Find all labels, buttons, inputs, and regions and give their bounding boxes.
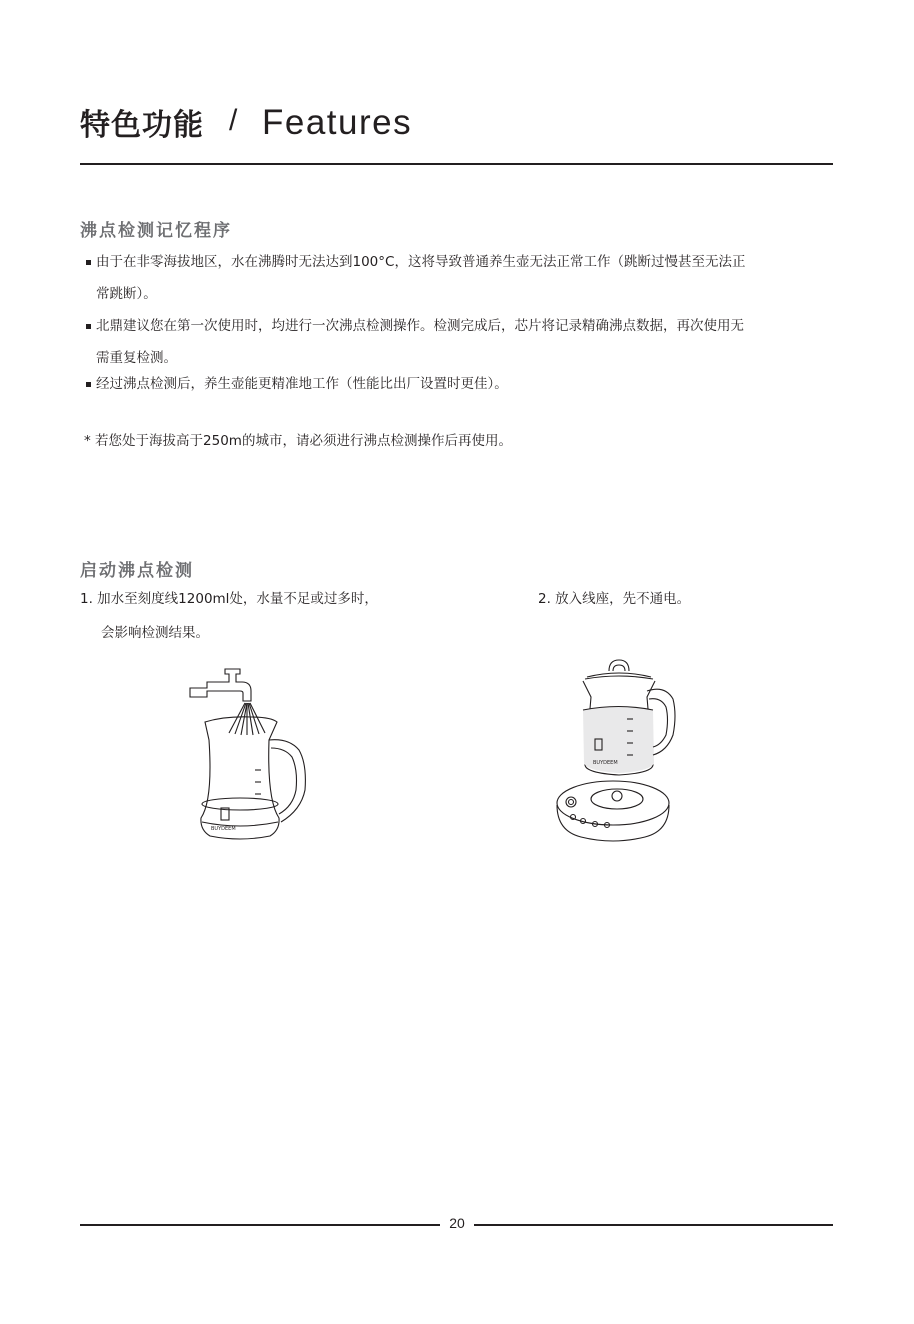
altitude-note: * 若您处于海拔高于250m的城市，请必须进行沸点检测操作后再使用。 (84, 433, 512, 449)
tap-icon (190, 669, 251, 701)
section-title-boiling-memory: 沸点检测记忆程序 (80, 221, 232, 241)
bullet-item (84, 368, 844, 400)
bullet-marker (86, 324, 91, 329)
bullet-marker (86, 260, 91, 265)
bullet-text-line: 经过沸点检测后，养生壶能更精准地工作（性能比出厂设置时更佳）。 (96, 376, 508, 392)
kettle-on-base-illustration (553, 655, 678, 850)
step-2-line1: 2. 放入线座，先不通电。 (538, 591, 691, 607)
kettle-filling-illustration (185, 660, 315, 845)
page-title-en: Features (262, 103, 413, 142)
bullet-text-line: 常跳断）。 (96, 286, 157, 302)
bullet-marker (86, 382, 91, 387)
bullet-item (84, 246, 844, 310)
step-1-line1: 1. 加水至刻度线1200ml处，水量不足或过多时， (80, 591, 378, 607)
page-number: 20 (449, 1215, 465, 1231)
bullet-text-line: 由于在非零海拔地区，水在沸腾时无法达到100°C，这将导致普通养生壶无法正常工作（跳断过慢甚至无法正 (96, 254, 746, 270)
bullet-text-line: 需重复检测。 (96, 350, 177, 366)
footer-rule-right (474, 1224, 833, 1226)
page-title-cn: 特色功能 (80, 108, 204, 143)
kettle-body-icon (201, 717, 279, 839)
bullet-text-line: 北鼎建议您在第一次使用时，均进行一次沸点检测操作。检测完成后，芯片将记录精确沸点数据，再次使用无 (96, 318, 744, 334)
kettle-brand-label: BUYDEEM (211, 826, 236, 832)
bullet-item (84, 310, 844, 374)
footer-rule-left (80, 1224, 440, 1226)
header-divider (80, 163, 833, 165)
step-1-line2: 会影响检测结果。 (101, 625, 209, 641)
title-separator: / (229, 104, 238, 137)
section-title-start-detection: 启动沸点检测 (80, 561, 194, 581)
kettle-brand-label: BUYDEEM (593, 760, 618, 766)
